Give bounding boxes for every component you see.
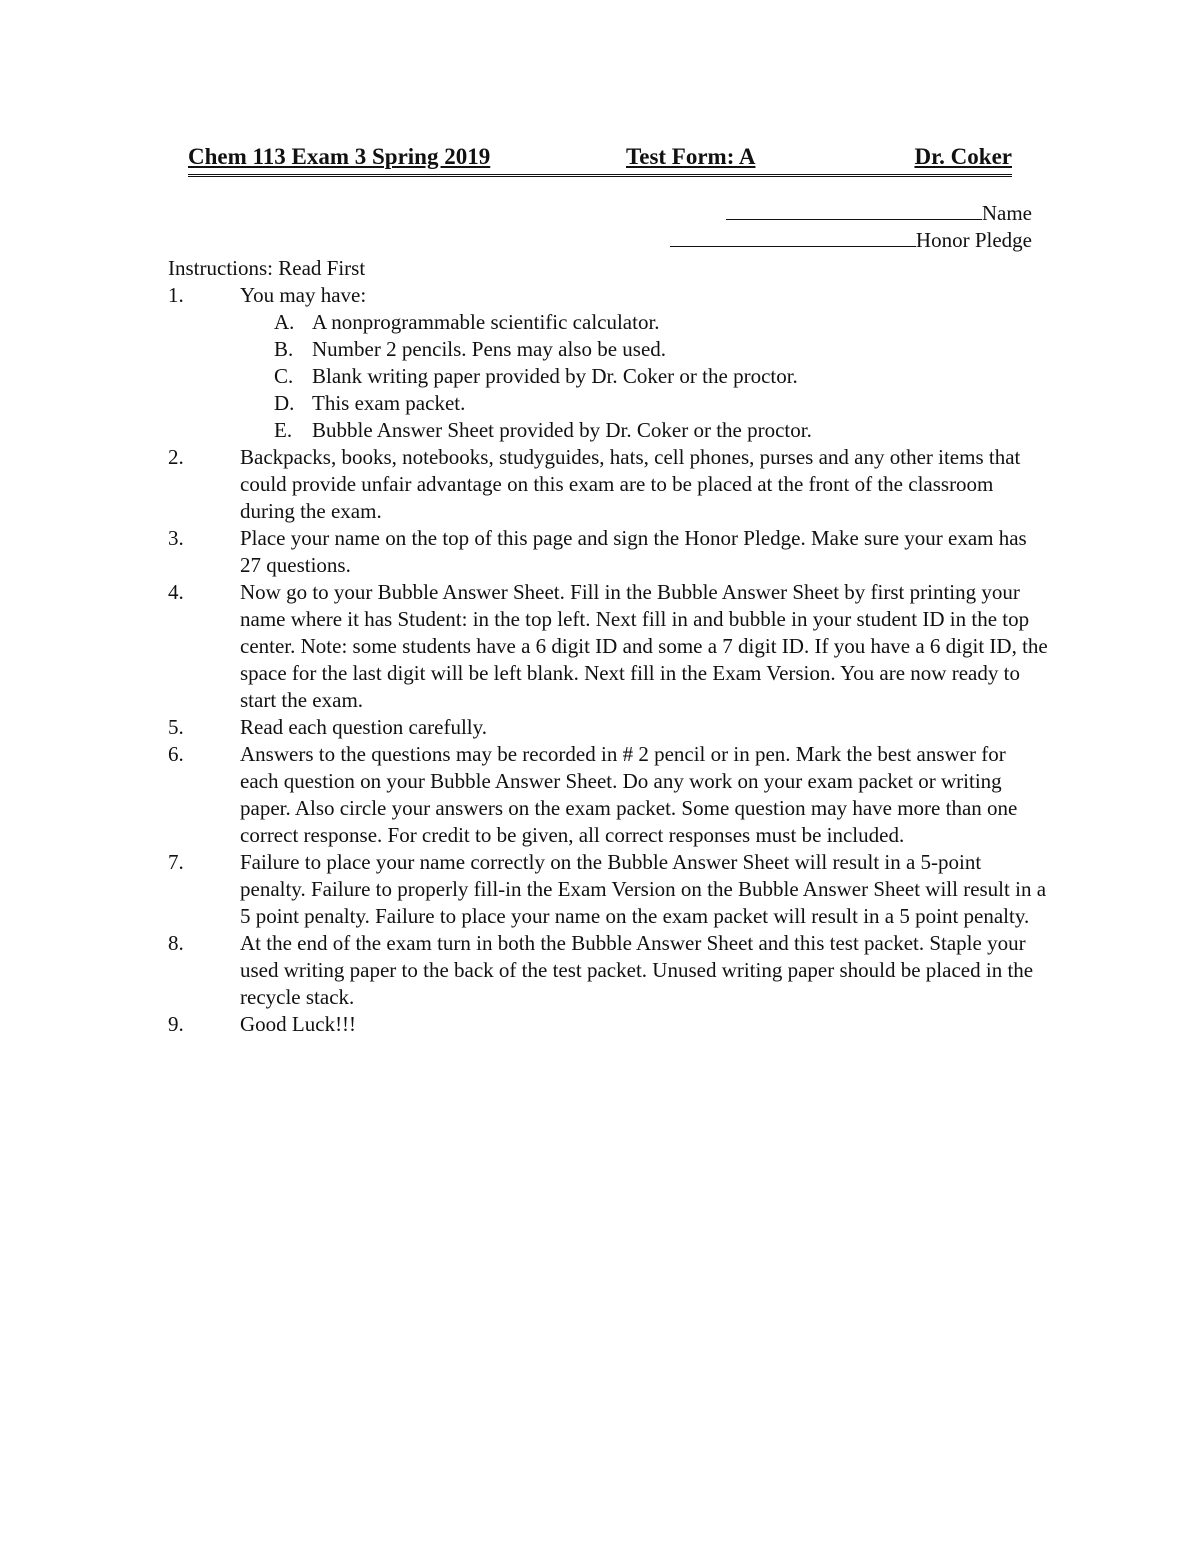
instruction-subitem: [240, 309, 1048, 336]
instruction-text: Now go to your Bubble Answer Sheet. Fill in the Bubble Answer Sheet by first printing your name where it has Student: in the top left. Next fill in and bubble in your student ID in the top center. Note: some students have a 6 digit ID and some a 7 digit ID. If you have a 6 digit ID, the space for the last digit will be left blank. Next fill in the Exam Version. You are now ready to start the exam.: [240, 580, 1048, 712]
instructor-name: Dr. Coker: [914, 144, 1012, 169]
instruction-text: Place your name on the top of this page and sign the Honor Pledge. Make sure your exam has 27 questions.: [240, 526, 1027, 577]
name-label: Name: [981, 201, 1032, 225]
exam-title: Chem 113 Exam 3 Spring 2019: [188, 144, 491, 169]
instruction-text: Answers to the questions may be recorded in # 2 pencil or in pen. Mark the best answer for each question on your Bubble Answer Sheet. Do any work on your exam packet or writing paper. Also circle your answers on the exam packet. Some question may have more than one correct response. For credit to be given, all correct responses must be included.: [240, 742, 1018, 847]
instruction-item: [168, 741, 1048, 849]
instruction-number: 6.: [168, 742, 184, 766]
exam-header: [188, 142, 1012, 177]
instruction-item: [168, 444, 1048, 525]
test-form-label: Test Form: A: [626, 144, 756, 169]
instruction-item: [168, 1011, 1048, 1038]
subitem-text: Number 2 pencils. Pens may also be used.: [312, 337, 667, 361]
name-blank[interactable]: [726, 201, 982, 220]
instruction-subitem: [240, 417, 1048, 444]
subitem-letter: C.: [274, 364, 294, 388]
instructions-section: [168, 255, 1048, 1038]
instruction-number: 7.: [168, 850, 184, 874]
instruction-number: 4.: [168, 580, 184, 604]
instruction-number: 8.: [168, 931, 184, 955]
instruction-item: [168, 849, 1048, 930]
instruction-subitem: [240, 363, 1048, 390]
instruction-text: Good Luck!!!: [240, 1012, 357, 1036]
instruction-text: At the end of the exam turn in both the Bubble Answer Sheet and this test packet. Staple your used writing paper to the back of the test packet. Unused writing paper should be placed in the recycle stack.: [240, 931, 1034, 1009]
instruction-number: 5.: [168, 715, 184, 739]
instruction-item: [168, 579, 1048, 714]
instruction-item: [168, 282, 1048, 444]
instruction-text: You may have:: [240, 283, 367, 307]
honor-pledge-label: Honor Pledge: [915, 228, 1032, 252]
instruction-text: Backpacks, books, notebooks, studyguides, hats, cell phones, purses and any other items that could provide unfair advantage on this exam are to be placed at the front of the classroom during the exam.: [240, 445, 1021, 523]
honor-pledge-signature-line: [670, 228, 1032, 254]
instruction-item: [168, 714, 1048, 741]
instruction-item: [168, 525, 1048, 579]
instruction-number: 1.: [168, 283, 184, 307]
instructions-title: Instructions: Read First: [168, 256, 366, 280]
name-signature-line: [726, 201, 1032, 227]
subitem-text: A nonprogrammable scientific calculator.: [312, 310, 660, 334]
subitem-text: This exam packet.: [312, 391, 466, 415]
instruction-number: 3.: [168, 526, 184, 550]
instruction-item: [168, 930, 1048, 1011]
subitem-letter: B.: [274, 337, 294, 361]
instruction-text: Failure to place your name correctly on the Bubble Answer Sheet will result in a 5-point penalty. Failure to properly fill-in the Exam Version on the Bubble Answer Sheet will result in a 5 point penalty. Failure to place your name on the exam packet will result in a 5 point penalty.: [240, 850, 1047, 928]
instruction-number: 2.: [168, 445, 184, 469]
subitem-letter: A.: [274, 310, 295, 334]
instruction-subitem: [240, 390, 1048, 417]
honor-pledge-blank[interactable]: [670, 228, 916, 247]
instruction-subitem: [240, 336, 1048, 363]
subitem-letter: E.: [274, 418, 293, 442]
subitem-letter: D.: [274, 391, 295, 415]
instruction-number: 9.: [168, 1012, 184, 1036]
instruction-text: Read each question carefully.: [240, 715, 488, 739]
subitem-text: Blank writing paper provided by Dr. Coker or the proctor.: [312, 364, 798, 388]
subitem-text: Bubble Answer Sheet provided by Dr. Coker or the proctor.: [312, 418, 812, 442]
